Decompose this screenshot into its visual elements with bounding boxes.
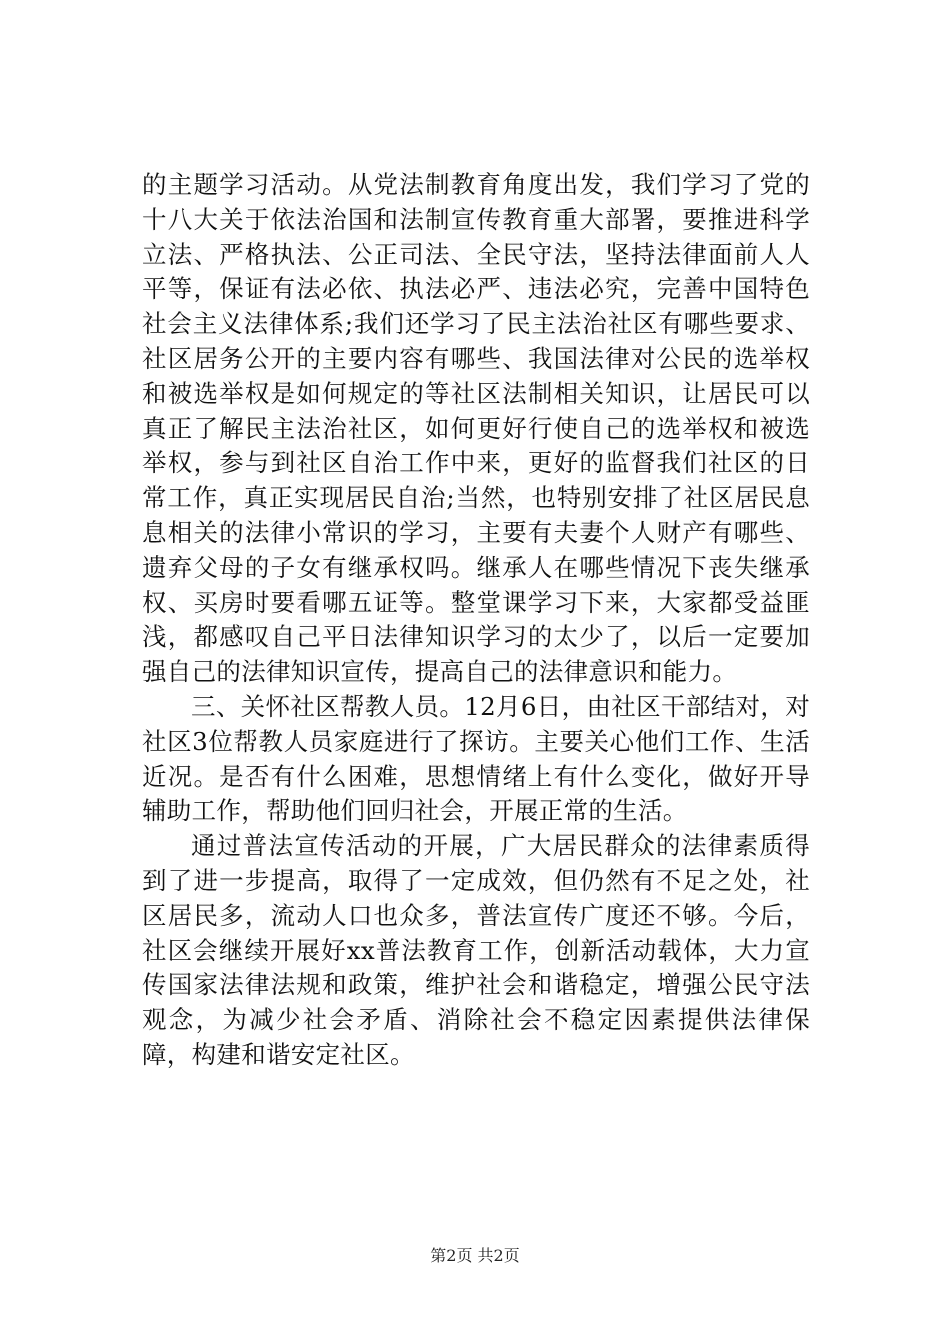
paragraph-care-for-helped-persons: 三、关怀社区帮教人员。12月6日，由社区干部结对，对社区3位帮教人员家庭进行了探访。主要关心他们工作、生活近况。是否有什么困难，思想情绪上有什么变化，做好开导辅助工作，帮助他们回归社会，开展正常的生活。 [142,691,810,826]
paragraph-summary: 通过普法宣传活动的开展，广大居民群众的法律素质得到了进一步提高，取得了一定成效，但仍然有不足之处，社区居民多，流动人口也众多，普法宣传广度还不够。今后，社区会继续开展好xx普法教育工作，创新活动载体，大力宣传国家法律法规和政策，维护社会和谐稳定，增强公民守法观念，为减少社会矛盾、消除社会不稳定因素提供法律保障，构建和谐安定社区。 [142,831,810,1069]
paragraph-study-activities: 的主题学习活动。从党法制教育角度出发，我们学习了党的十八大关于依法治国和法制宣传教育重大部署，要推进科学立法、严格执法、公正司法、全民守法，坚持法律面前人人平等，保证有法必依、执法必严、违法必究，完善中国特色社会主义法律体系;我们还学习了民主法治社区有哪些要求、社区居务公开的主要内容有哪些、我国法律对公民的选举权和被选举权是如何规定的等社区法制相关知识，让居民可以真正了解民主法治社区，如何更好行使自己的选举权和被选举权，参与到社区自治工作中来，更好的监督我们社区的日常工作，真正实现居民自治;当然，也特别安排了社区居民息息相关的法律小常识的学习，主要有夫妻个人财产有哪些、遗弃父母的子女有继承权吗。继承人在哪些情况下丧失继承权、买房时要看哪五证等。整堂课学习下来，大家都受益匪浅，都感叹自己平日法律知识学习的太少了，以后一定要加强自己的法律知识宣传，提高自己的法律意识和能力。 [142,170,810,687]
document-body [142,168,810,1073]
page-footer: 第2页 共2页 [430,1246,520,1265]
